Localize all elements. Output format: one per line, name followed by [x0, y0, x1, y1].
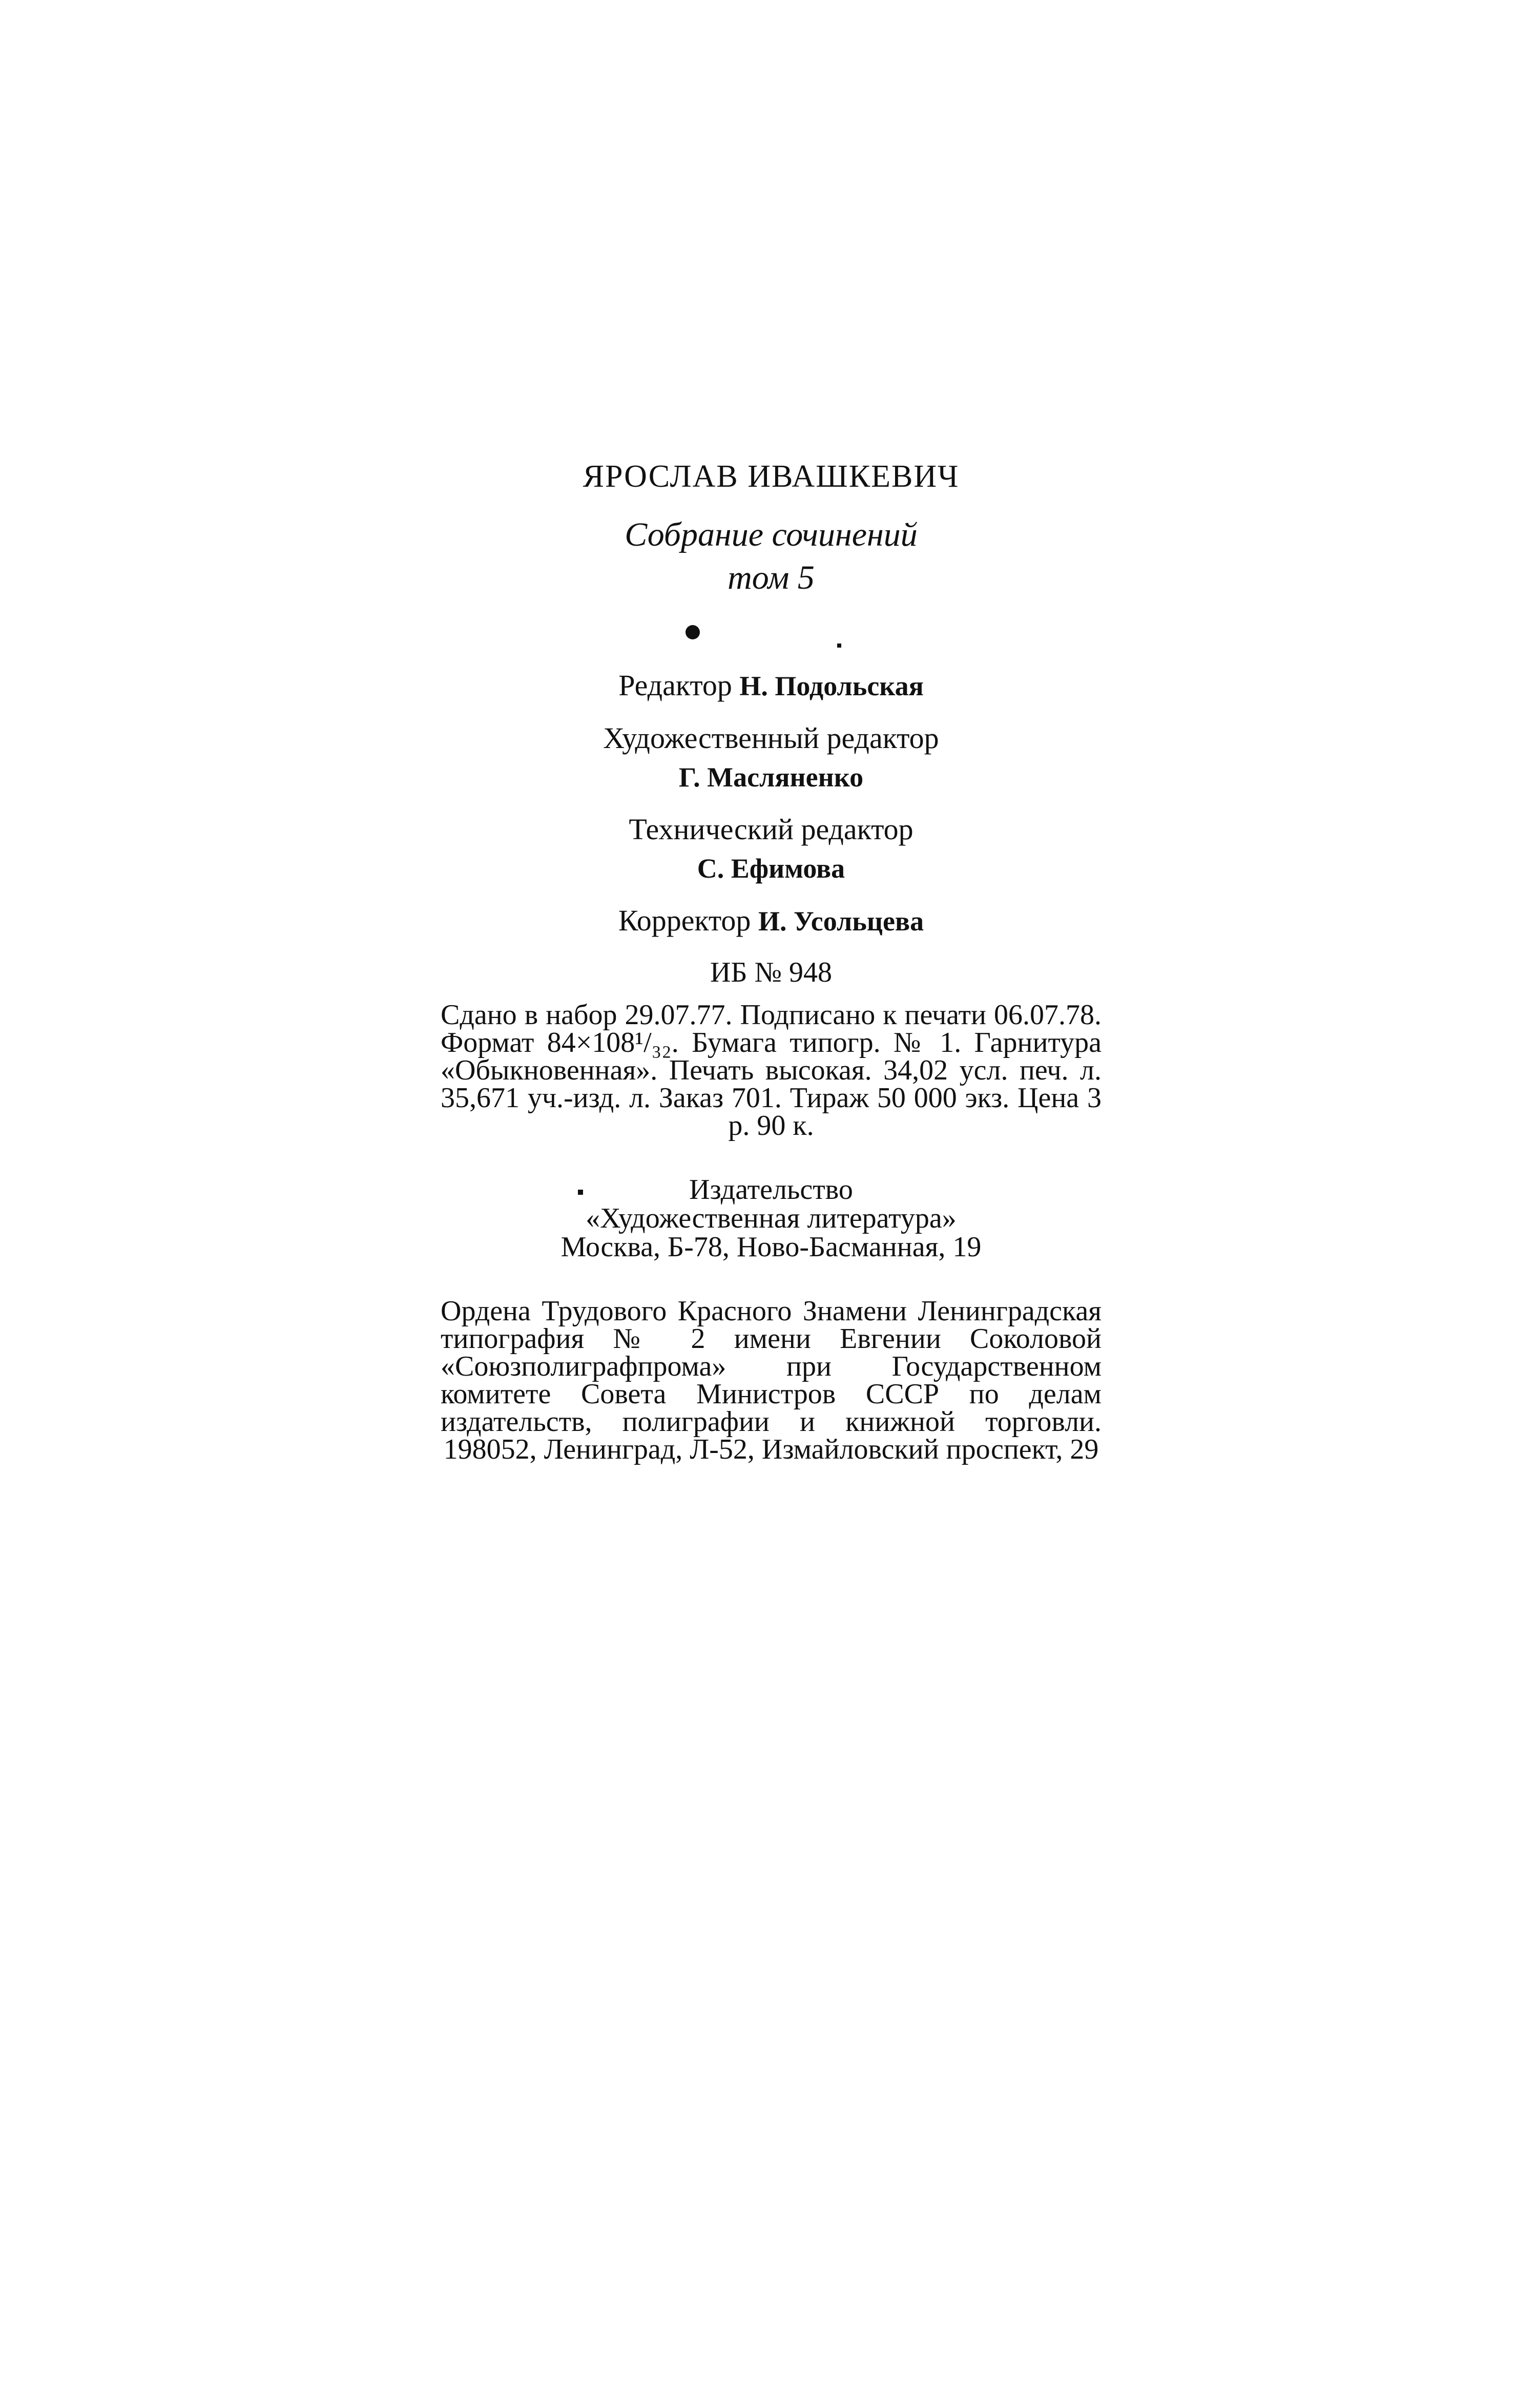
credit-role: Редактор [618, 669, 732, 702]
publisher-name: «Художественная литература» [586, 1202, 957, 1234]
credits [441, 666, 1102, 941]
printer-info: Ордена Трудового Красного Знамени Ленинградская типография № 2 имени Евгении Соколовой «Союзполиграфпрома» при Государственном комитете Совета Министров СССР по делам издательств, полиграфии и книжной торговли. 198052, Ленинград, Л-52, Измайловский проспект, 29 [441, 1295, 1102, 1465]
print-details: Сдано в набор 29.07.77. Подписано к печати 06.07.78. Формат 84×108¹/₃₂. Бумага типогр. № 1. Гарнитура «Обыкновенная». Печать высокая. 34,02 усл. печ. л. 35,671 уч.-изд. л. Заказ 701. Тираж 50 000 экз. Цена 3 р. 90 к. [441, 999, 1102, 1141]
ink-speck [578, 1190, 583, 1195]
credit-editor [441, 666, 1102, 705]
credit-role: Технический редактор [629, 813, 913, 846]
bullet-ornament [686, 625, 700, 639]
credit-role: Корректор [618, 904, 751, 937]
credit-name: С. Ефимова [697, 853, 845, 884]
series-title: Собрание сочинений [625, 516, 918, 553]
credit-proofreader [441, 901, 1102, 941]
publisher-label: Издательство [689, 1174, 853, 1206]
volume-number: том 5 [728, 559, 815, 596]
author-name: ЯРОСЛАВ ИВАШКЕВИЧ [583, 459, 960, 494]
publisher-block [441, 1175, 1102, 1261]
credit-role: Художественный редактор [603, 721, 939, 755]
credit-tech-editor [441, 810, 1102, 888]
credit-name: Н. Подольская [739, 671, 924, 701]
ornament [441, 610, 1102, 656]
colophon [441, 456, 1102, 1463]
credit-name: Г. Масляненко [678, 762, 864, 793]
credit-art-editor [441, 719, 1102, 797]
ink-speck [837, 643, 841, 648]
publisher-address: Москва, Б-78, Ново-Басманная, 19 [560, 1231, 982, 1263]
ib-number: ИБ № 948 [710, 957, 833, 988]
credit-name: И. Усольцева [758, 906, 924, 937]
